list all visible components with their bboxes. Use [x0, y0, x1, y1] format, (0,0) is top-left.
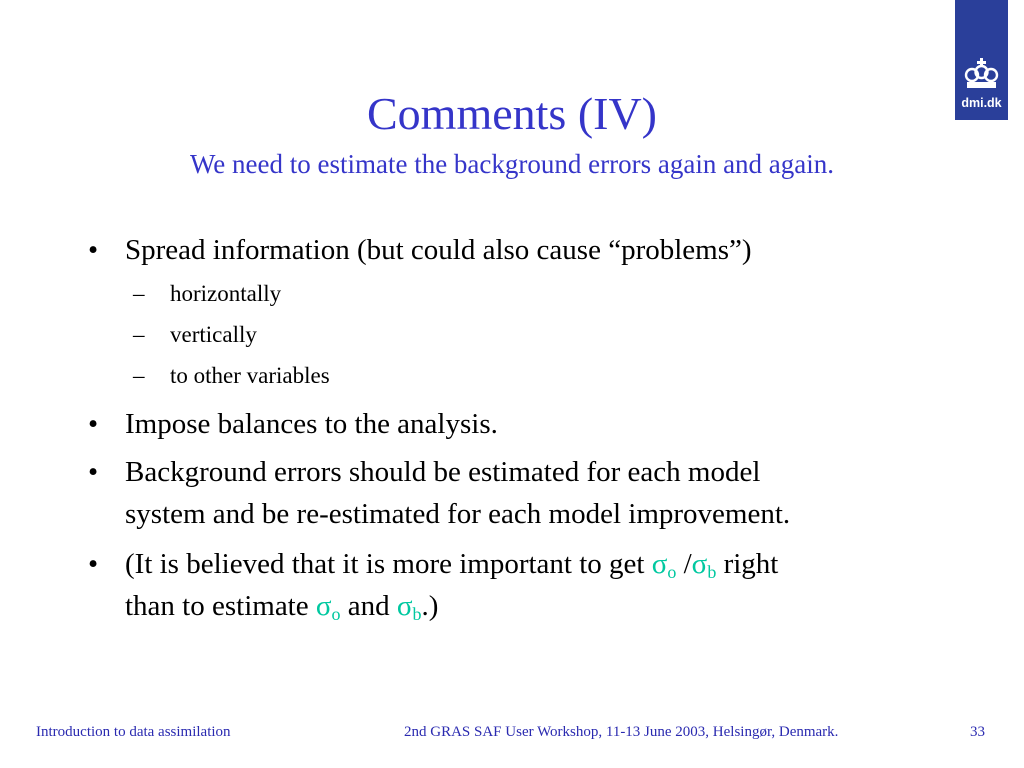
page-number: 33 [970, 724, 985, 740]
dash-marker: – [133, 322, 145, 347]
slash-text: / [676, 548, 692, 580]
bullet-marker: • [88, 456, 99, 488]
sigma-b-symbol: $\sigma_b$ [396, 590, 422, 624]
bullet-line: Background errors should be estimated for each model [125, 456, 761, 488]
text-run: right [716, 548, 779, 580]
slide-title: Comments (IV) [366, 88, 657, 139]
bullet-line: system and be re-estimated for each model improvement. [125, 498, 791, 530]
bullet-text [125, 451, 925, 535]
sigma-b-symbol: $\sigma_b$ [691, 548, 717, 582]
bullet-text: Impose balances to the analysis. [125, 408, 498, 440]
text-run: (It is believed that it is more important to get [125, 548, 652, 580]
footer-left: Introduction to data assimilation [36, 724, 231, 740]
footer-center: 2nd GRAS SAF User Workshop, 11-13 June 2003, Helsingør, Denmark. [404, 724, 839, 740]
dash-marker: – [133, 363, 145, 388]
bullet-line [125, 543, 925, 585]
bullet-text [125, 543, 925, 627]
sub-bullet-text: to other variables [170, 363, 330, 388]
sigma-o-symbol: $\sigma_o$ [315, 590, 341, 624]
bullet-marker: • [88, 408, 99, 440]
bullet-text: Spread information (but could also cause “problems”) [125, 234, 752, 266]
slide-subtitle: We need to estimate the background errors again and again. [189, 149, 835, 179]
logo-text: dmi.dk [961, 96, 1002, 110]
bullet-marker: • [88, 548, 99, 580]
text-run: .) [421, 590, 439, 622]
bullet-line [125, 585, 925, 627]
dash-marker: – [133, 281, 145, 306]
bullet-marker: • [88, 234, 99, 266]
text-run: than to estimate [125, 590, 316, 622]
sub-bullet-text: vertically [170, 322, 257, 347]
text-run: and [340, 590, 397, 622]
sub-bullet-text: horizontally [170, 281, 282, 306]
sigma-o-symbol: $\sigma_o$ [651, 548, 677, 582]
